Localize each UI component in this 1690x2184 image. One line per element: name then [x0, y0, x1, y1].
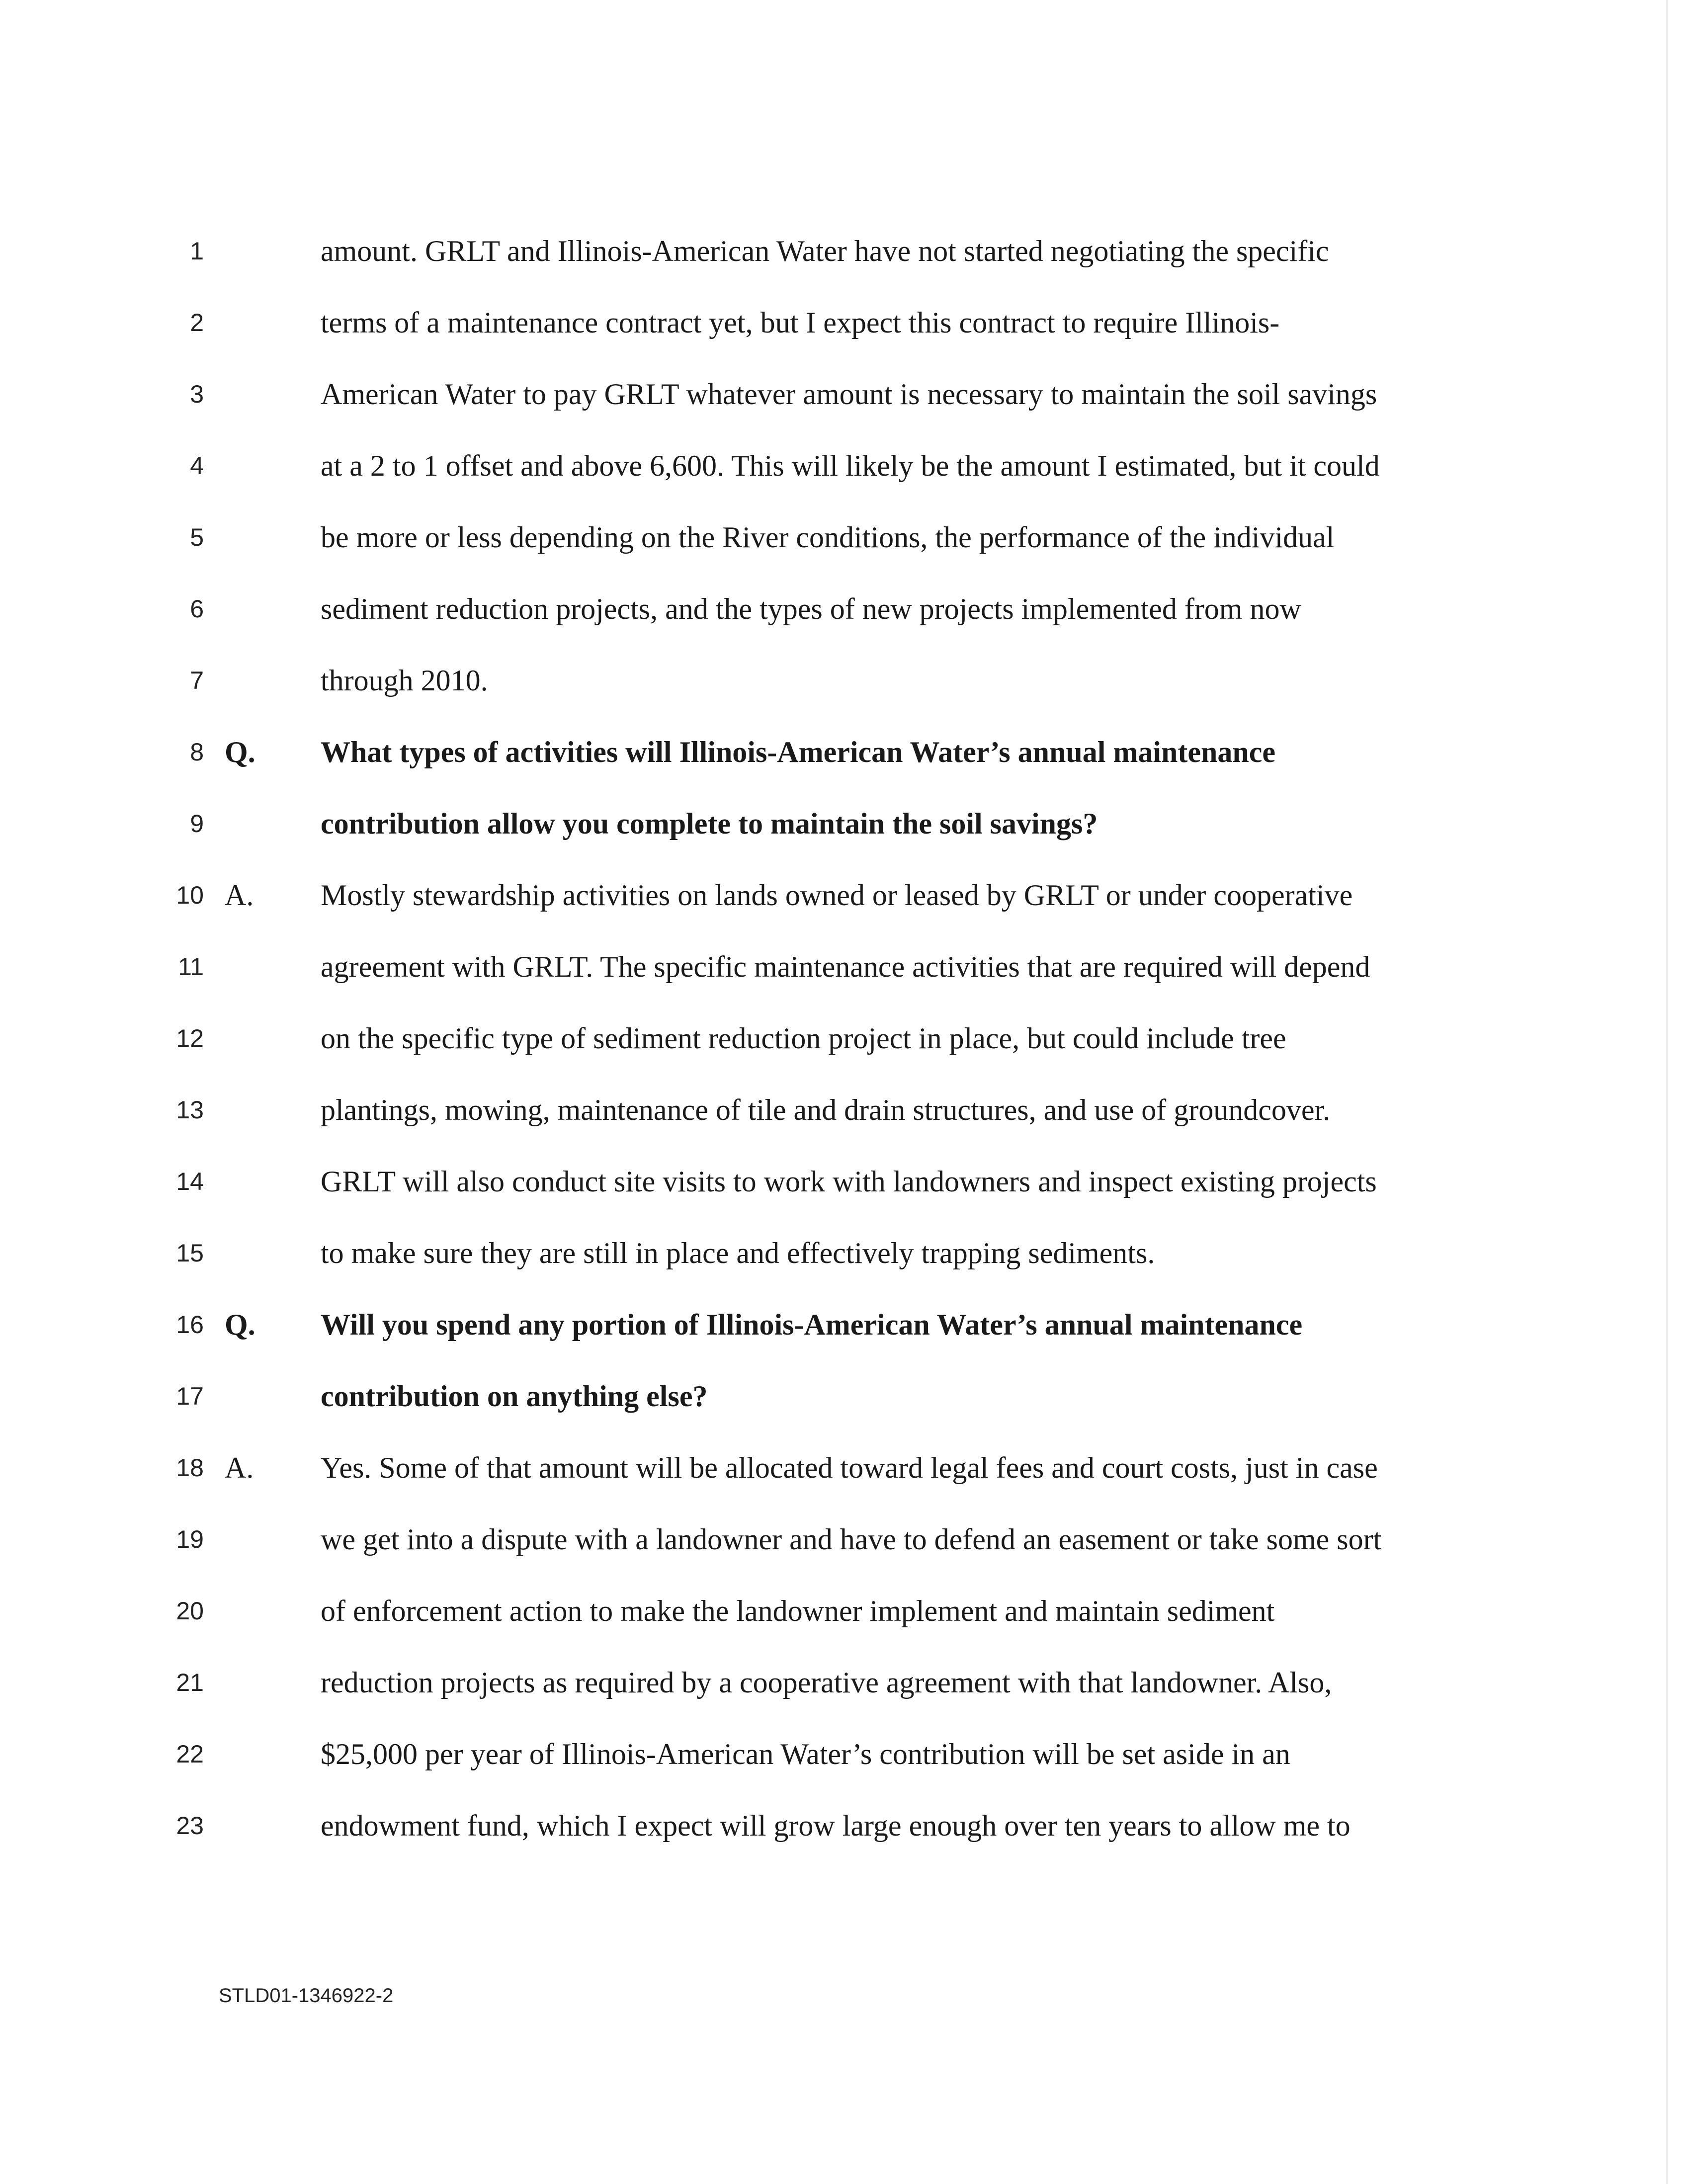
- question-text: Will you spend any portion of Illinois-American Water’s annual maintenance: [321, 1308, 1303, 1341]
- line-number: 13: [176, 1096, 204, 1124]
- testimony-line: [0, 587, 1690, 631]
- answer-marker: A.: [225, 879, 254, 912]
- line-number: 21: [176, 1669, 204, 1696]
- line-number: 18: [176, 1454, 204, 1482]
- testimony-line: [0, 229, 1690, 273]
- line-number: 2: [190, 309, 204, 336]
- testimony-line: [0, 300, 1690, 345]
- testimony-line: [0, 944, 1690, 989]
- question-marker: Q.: [225, 736, 255, 768]
- line-text: on the specific type of sediment reduction project in place, but could include tree: [321, 1022, 1286, 1055]
- answer-marker: A.: [225, 1451, 254, 1484]
- document-id-footer: STLD01-1346922-2: [219, 1985, 394, 2007]
- line-number: 9: [190, 810, 204, 838]
- testimony-line: [0, 1660, 1690, 1705]
- question-line: [0, 1302, 1690, 1347]
- line-number: 14: [176, 1168, 204, 1195]
- line-number: 8: [190, 738, 204, 766]
- line-number: 11: [178, 953, 204, 981]
- testimony-line: [0, 1732, 1690, 1776]
- line-number: 17: [176, 1382, 204, 1410]
- line-text: agreement with GRLT. The specific maintenance activities that are required will depend: [321, 950, 1370, 983]
- testimony-line: [0, 1231, 1690, 1275]
- testimony-line: [0, 1159, 1690, 1204]
- line-text: endowment fund, which I expect will grow large enough over ten years to allow me to: [321, 1809, 1351, 1842]
- question-line: [0, 730, 1690, 774]
- question-line: [0, 1374, 1690, 1419]
- line-number: 1: [190, 237, 204, 265]
- line-number: 5: [190, 523, 204, 551]
- line-number: 23: [176, 1812, 204, 1840]
- line-text: of enforcement action to make the landowner implement and maintain sediment: [321, 1595, 1275, 1627]
- line-number: 6: [190, 595, 204, 623]
- question-text: contribution on anything else?: [321, 1380, 708, 1413]
- line-text: $25,000 per year of Illinois-American Water’s contribution will be set aside in an: [321, 1738, 1290, 1770]
- line-number: 12: [176, 1024, 204, 1052]
- line-text: be more or less depending on the River conditions, the performance of the individual: [321, 521, 1335, 554]
- line-text: to make sure they are still in place and effectively trapping sediments.: [321, 1237, 1155, 1269]
- testimony-line: [0, 515, 1690, 560]
- line-text: sediment reduction projects, and the types of new projects implemented from now: [321, 592, 1301, 625]
- question-text: contribution allow you complete to maintain the soil savings?: [321, 807, 1098, 840]
- line-number: 19: [176, 1525, 204, 1553]
- line-text: Mostly stewardship activities on lands owned or leased by GRLT or under cooperative: [321, 879, 1353, 912]
- line-number: 3: [190, 380, 204, 408]
- line-text: GRLT will also conduct site visits to work with landowners and inspect existing projects: [321, 1165, 1377, 1198]
- line-text: American Water to pay GRLT whatever amount is necessary to maintain the soil savings: [321, 378, 1377, 411]
- line-text: plantings, mowing, maintenance of tile and drain structures, and use of groundcover.: [321, 1093, 1331, 1126]
- question-marker: Q.: [225, 1308, 255, 1341]
- line-number: 10: [176, 881, 204, 909]
- line-text: we get into a dispute with a landowner and have to defend an easement or take some sort: [321, 1523, 1382, 1556]
- question-text: What types of activities will Illinois-American Water’s annual maintenance: [321, 736, 1275, 768]
- line-text: Yes. Some of that amount will be allocated toward legal fees and court costs, just in case: [321, 1451, 1378, 1484]
- line-text: at a 2 to 1 offset and above 6,600. This will likely be the amount I estimated, but it could: [321, 449, 1380, 482]
- testimony-line: [0, 1016, 1690, 1061]
- line-number: 16: [176, 1311, 204, 1339]
- line-number: 20: [176, 1597, 204, 1625]
- testimony-line: [0, 1803, 1690, 1848]
- testimony-line: [0, 1517, 1690, 1562]
- testimony-line: [0, 1088, 1690, 1132]
- testimony-line: [0, 1589, 1690, 1633]
- line-text: through 2010.: [321, 664, 488, 697]
- answer-line: [0, 1445, 1690, 1490]
- answer-line: [0, 873, 1690, 918]
- question-line: [0, 801, 1690, 846]
- testimony-line: [0, 443, 1690, 488]
- line-number: 4: [190, 452, 204, 480]
- line-text: amount. GRLT and Illinois-American Water have not started negotiating the specific: [321, 235, 1329, 267]
- testimony-line: [0, 372, 1690, 417]
- line-text: reduction projects as required by a cooperative agreement with that landowner. Also,: [321, 1666, 1332, 1699]
- line-number: 22: [176, 1740, 204, 1768]
- testimony-line: [0, 658, 1690, 703]
- line-text: terms of a maintenance contract yet, but I expect this contract to require Illinois-: [321, 306, 1280, 339]
- line-number: 15: [176, 1239, 204, 1267]
- line-number: 7: [190, 667, 204, 694]
